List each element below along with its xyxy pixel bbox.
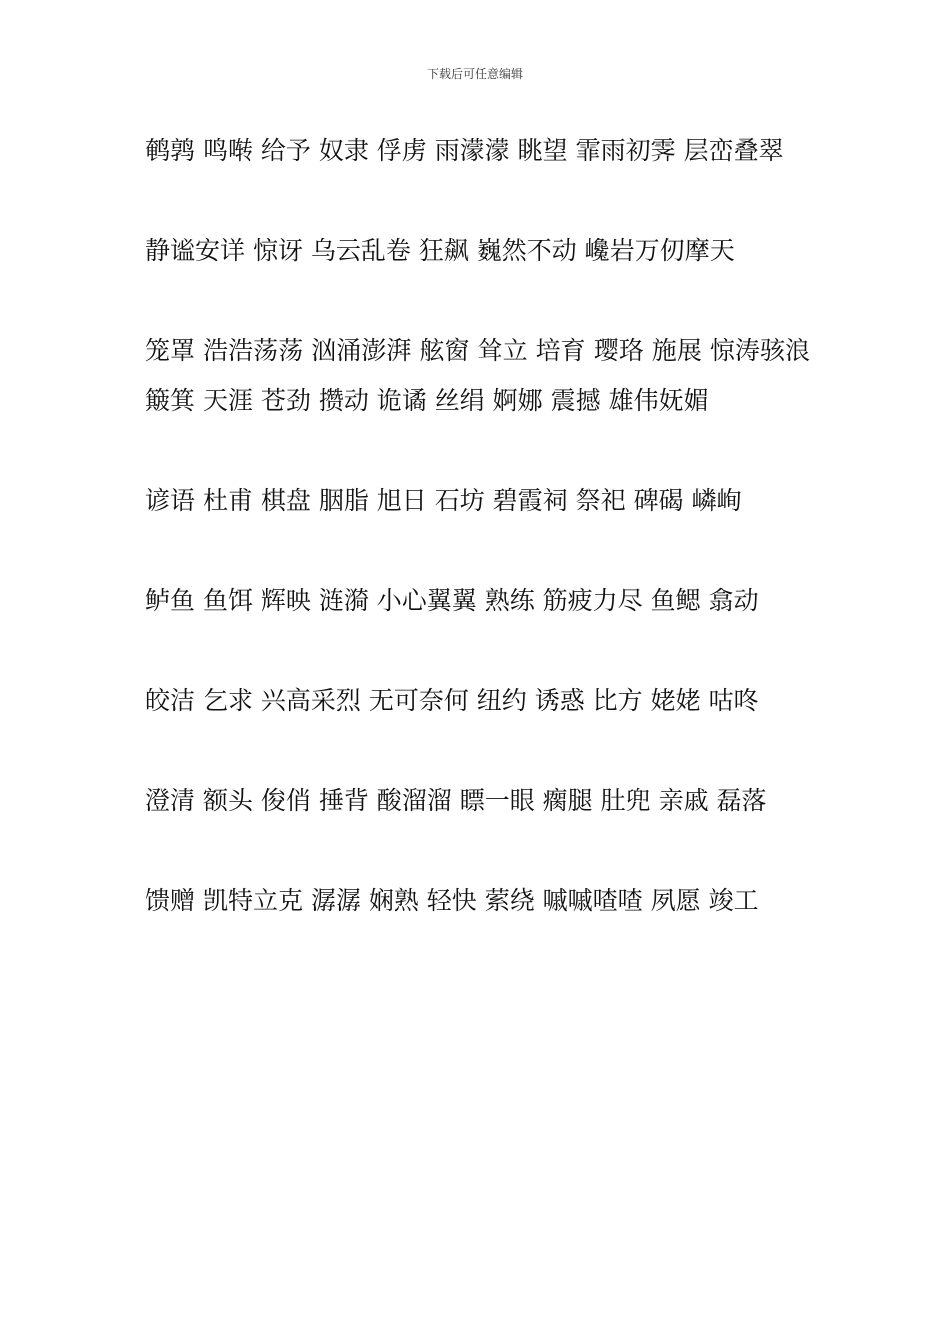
page-header: 下载后可任意编辑 (426, 67, 523, 81)
vocabulary-paragraph: 鹌鹑 鸣啭 给予 奴隶 俘虏 雨濛濛 眺望 霏雨初霁 层峦叠翠 (145, 136, 784, 165)
vocabulary-paragraph: 皎洁 乞求 兴高采烈 无可奈何 纽约 诱惑 比方 姥姥 咕咚 (145, 686, 759, 715)
vocabulary-paragraph: 笼罩 浩浩荡荡 汹涌澎湃 舷窗 耸立 培育 璎珞 施展 惊涛骇浪 簸箕 天涯 苍劲 攒动 诡谲 丝绢 婀娜 震撼 雄伟妩媚 (145, 336, 810, 415)
vocabulary-paragraph: 鲈鱼 鱼饵 辉映 涟漪 小心翼翼 熟练 筋疲力尽 鱼鳃 翕动 (145, 586, 759, 615)
document-body (145, 126, 810, 976)
vocabulary-paragraph: 澄清 额头 俊俏 捶背 酸溜溜 瞟一眼 瘸腿 肚兜 亲戚 磊落 (145, 786, 767, 815)
vocabulary-paragraph: 静谧安详 惊讶 乌云乱卷 狂飙 巍然不动 巉岩万仞摩天 (145, 236, 735, 265)
vocabulary-paragraph: 谚语 杜甫 棋盘 胭脂 旭日 石坊 碧霞祠 祭祀 碑碣 嶙峋 (145, 486, 742, 515)
vocabulary-paragraph: 馈赠 凯特立克 潺潺 娴熟 轻快 萦绕 嘁嘁喳喳 夙愿 竣工 (145, 886, 759, 915)
